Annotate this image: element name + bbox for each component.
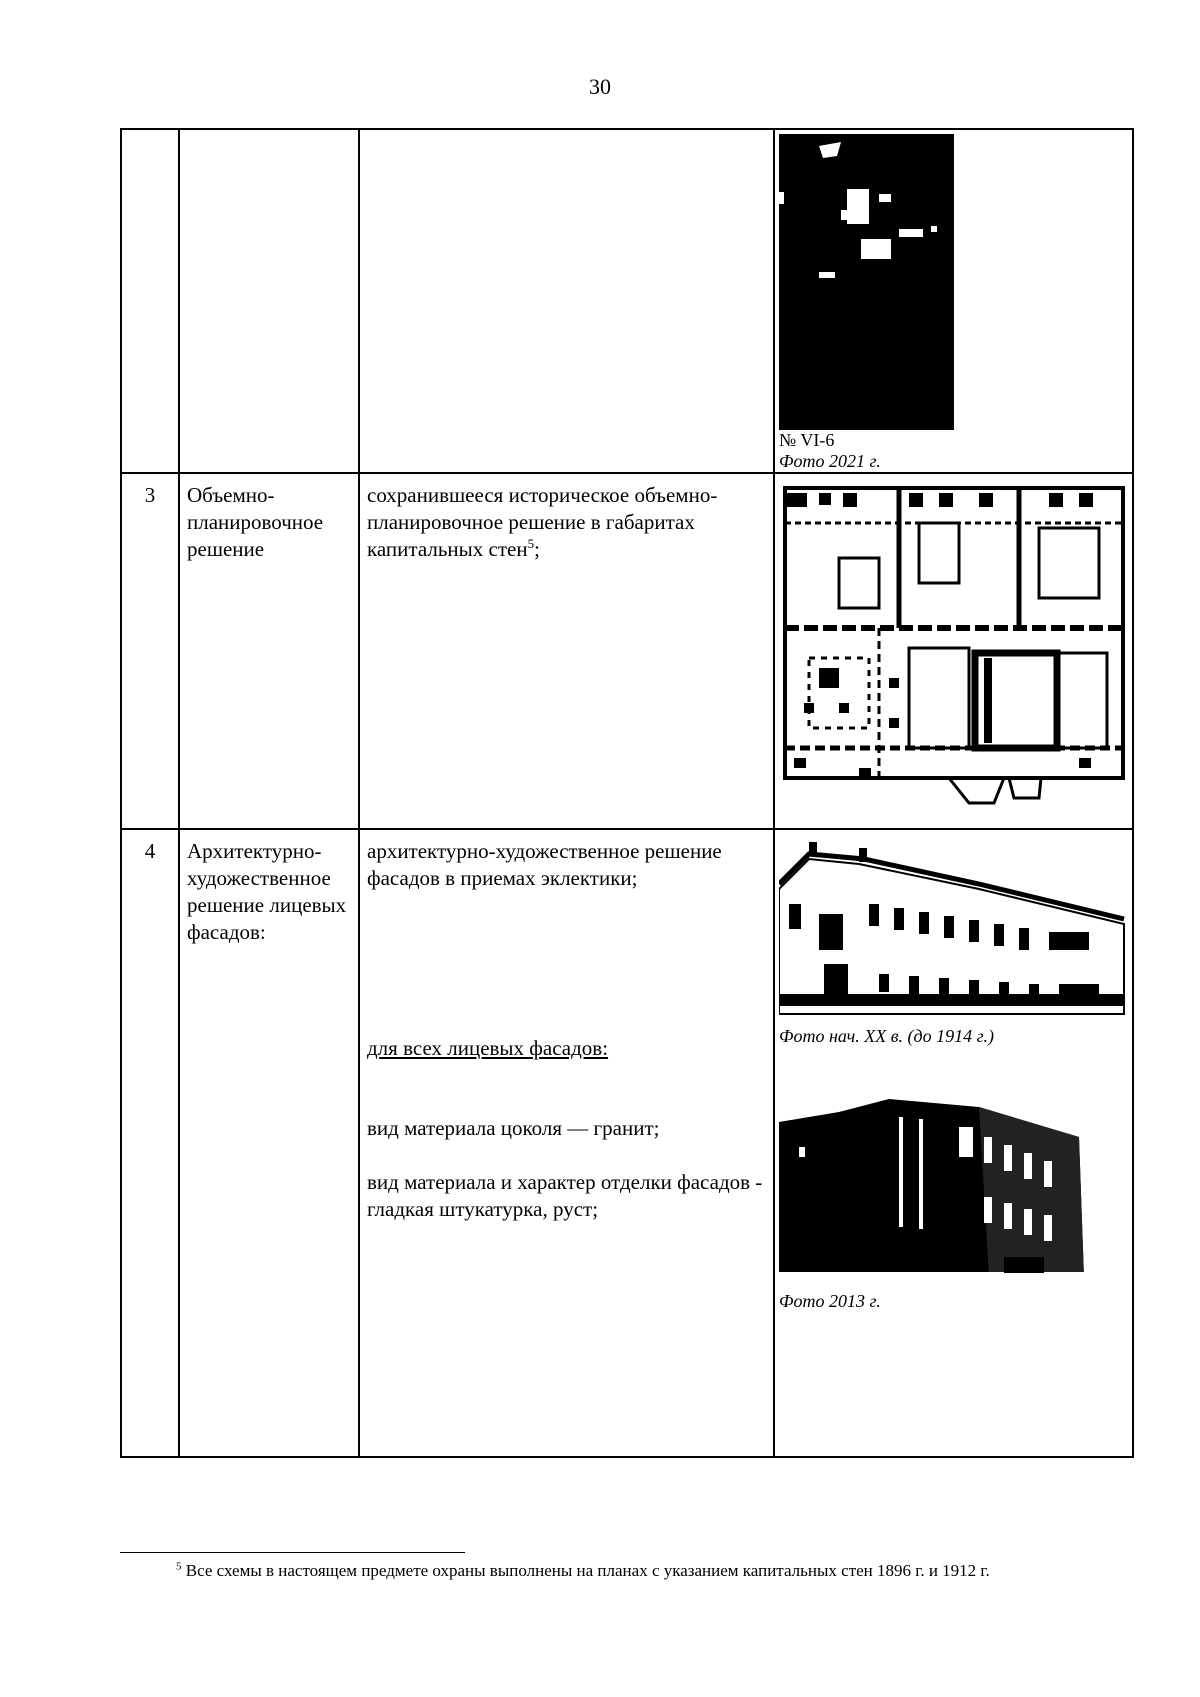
desc-main: архитектурно-художественное решение фасадов в приемах эклектики; xyxy=(367,839,722,890)
row-number: 3 xyxy=(121,473,179,829)
desc-heading: для всех лицевых фасадов: xyxy=(367,1036,609,1060)
photo-caption: Фото нач. XX в. (до 1914 г.) xyxy=(779,1026,994,1046)
footnote-divider xyxy=(120,1552,465,1553)
desc-item: вид материала цоколя — гранит; xyxy=(367,1116,660,1140)
row-desc xyxy=(359,473,774,829)
footnote xyxy=(176,1560,1166,1582)
footnote-ref: 5 xyxy=(527,536,535,551)
row-desc xyxy=(359,829,774,1457)
historic-facade-photo xyxy=(779,834,1129,1024)
desc-tail: ; xyxy=(534,537,540,561)
photo-caption: Фото 2013 г. xyxy=(779,1291,881,1311)
protection-table xyxy=(120,128,1134,1458)
row-name: Архитектурно-художественное решение лицевых фасадов: xyxy=(179,829,359,1457)
row-image-cell xyxy=(774,473,1133,829)
row-image-cell xyxy=(774,829,1133,1457)
row-name: Объемно-планировочное решение xyxy=(179,473,359,829)
row-desc xyxy=(359,129,774,473)
table-row xyxy=(121,473,1133,829)
photo-number-label: № VI-6 xyxy=(779,430,835,450)
photo-vi-6 xyxy=(779,134,954,430)
row-number: 4 xyxy=(121,829,179,1457)
page-number: 30 xyxy=(589,74,611,99)
footnote-text: Все схемы в настоящем предмете охраны выполнены на планах с указанием капитальных стен 1896 г. и 1912 г. xyxy=(181,1561,990,1580)
floor-plan-image xyxy=(779,478,1129,818)
row-image-cell xyxy=(774,129,1133,473)
desc-item: вид материала и характер отделки фасадов - гладкая штукатурка, руст; xyxy=(367,1170,763,1221)
photo-caption: Фото 2021 г. xyxy=(779,451,881,471)
row-name xyxy=(179,129,359,473)
table-row xyxy=(121,829,1133,1457)
row-number xyxy=(121,129,179,473)
desc-text: сохранившееся историческое объемно-планировочное решение в габаритах капитальных стен xyxy=(367,483,718,561)
table-row xyxy=(121,129,1133,473)
footnote-marker: 5 xyxy=(176,1560,182,1573)
modern-facade-photo xyxy=(779,1087,1094,1287)
